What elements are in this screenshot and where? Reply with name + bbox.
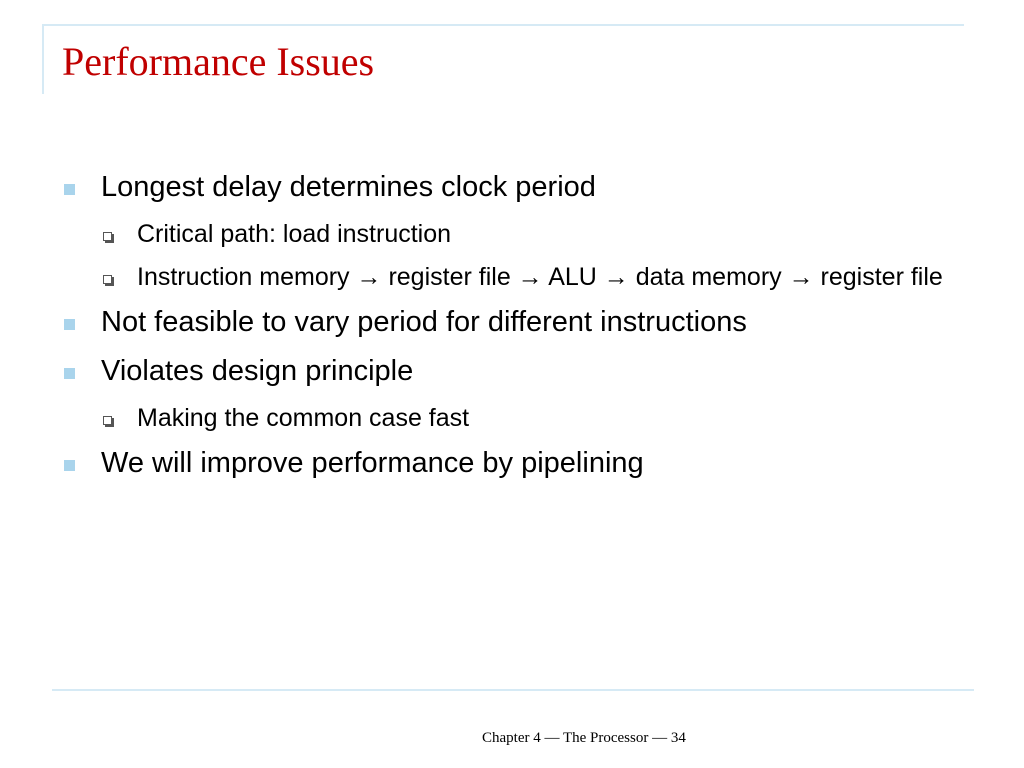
title-left-rule (42, 26, 44, 94)
sub-bullet-item (0, 217, 957, 252)
sub-bullet-item (0, 401, 957, 436)
sub-bullet-text: Making the common case fast (137, 404, 470, 432)
bullet-item (0, 168, 1024, 206)
hollow-square-bullet-icon (103, 416, 112, 425)
hollow-square-bullet-icon (103, 232, 112, 241)
bullet-text: Longest delay determines clock period (101, 171, 596, 203)
slide-footer: Chapter 4 — The Processor — 34 (482, 730, 686, 746)
bullet-item (0, 352, 1024, 390)
square-bullet-icon (64, 319, 75, 330)
bullet-text: We will improve performance by pipelining (101, 447, 644, 479)
bullet-text: Not feasible to vary period for different instructions (101, 306, 747, 338)
bullet-item (0, 444, 1024, 482)
bullet-text: Violates design principle (101, 355, 414, 387)
hollow-square-bullet-icon (103, 275, 112, 284)
title-top-rule (42, 24, 964, 26)
footer-rule (52, 689, 974, 691)
square-bullet-icon (64, 368, 75, 379)
sub-bullet-text: Critical path: load instruction (137, 220, 452, 248)
bullet-list (0, 168, 1024, 493)
bullet-item (0, 303, 1024, 341)
square-bullet-icon (64, 460, 75, 471)
slide-title: Performance Issues (62, 39, 375, 84)
sub-bullet-text: Instruction memory → register file → ALU → data memory → register file (137, 263, 943, 291)
sub-bullet-item (0, 260, 957, 295)
square-bullet-icon (64, 184, 75, 195)
